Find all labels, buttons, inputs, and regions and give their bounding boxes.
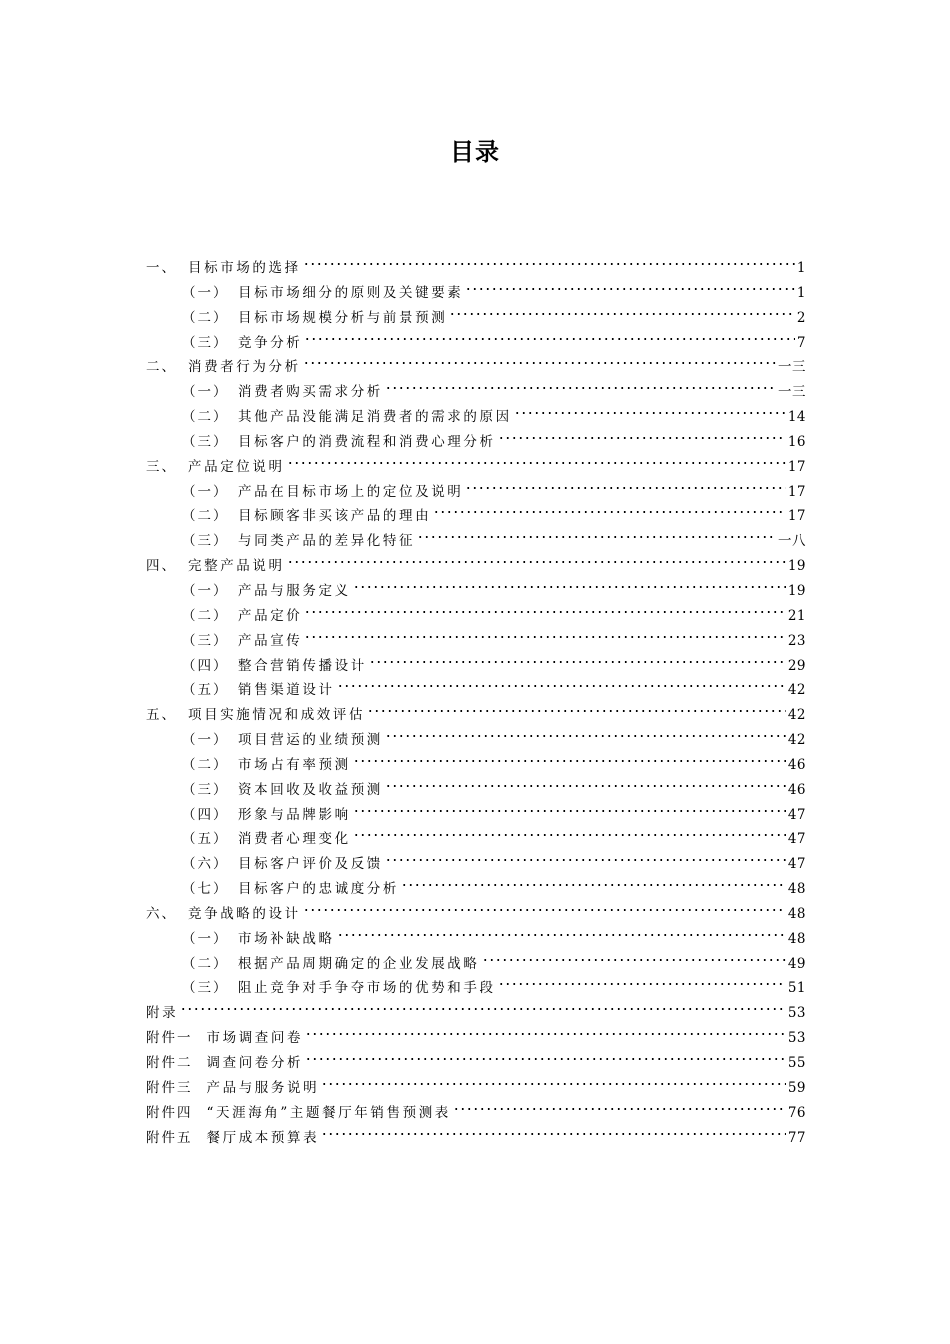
toc-entry-number: 附件五 (146, 1129, 193, 1146)
toc-entry-page-number: 1 (796, 284, 806, 301)
dot-leader (303, 259, 795, 269)
toc-entry-page-number: 42 (787, 682, 806, 699)
toc-entry-page-number: 47 (787, 856, 806, 873)
toc-entry-title: 目标市场规模分析与前景预测 (238, 309, 448, 326)
toc-entry-title: 项目实施情况和成效评估 (188, 707, 366, 724)
toc-entry[interactable] (146, 579, 806, 604)
toc-entry-number: （一） (182, 384, 229, 401)
toc-entry-number: 附件二 (146, 1055, 193, 1071)
toc-entry-number: （五） (182, 831, 229, 848)
toc-entry-title: 整合营销传播设计 (238, 657, 367, 674)
toc-entry-page-number: 48 (787, 930, 806, 947)
toc-entry-page-number: 76 (787, 1104, 806, 1121)
toc-entry-number: （三） (182, 334, 229, 351)
toc-entry-title: 目标顾客非买该产品的理由 (238, 508, 432, 525)
toc-entry-number: 二、 (146, 359, 177, 376)
toc-entry[interactable] (146, 430, 806, 455)
toc-entry-title: 与同类产品的差异化特征 (238, 533, 416, 550)
toc-entry-number: （二） (182, 607, 229, 624)
toc-entry-page-number: 55 (787, 1055, 806, 1071)
toc-entry[interactable] (146, 405, 806, 430)
toc-entry-page-number: 21 (787, 607, 806, 624)
dot-leader (449, 309, 795, 319)
toc-entry-title: 形象与品牌影响 (238, 806, 351, 823)
toc-entry-number: （七） (182, 881, 229, 898)
toc-entry-number: （三） (182, 781, 229, 798)
toc-entry-title: 完整产品说明 (188, 558, 285, 575)
toc-entry-page-number: 16 (787, 433, 806, 450)
dot-leader (353, 806, 786, 816)
toc-entry-page-number: 23 (787, 632, 806, 649)
toc-entry-number: （一） (182, 930, 229, 947)
toc-entry[interactable] (146, 1076, 806, 1101)
toc-entry-page-number: 1 (796, 260, 806, 276)
toc-entry-number: 附件三 (146, 1079, 193, 1096)
dot-leader (353, 582, 786, 592)
toc-entry[interactable] (146, 976, 806, 1001)
toc-entry-title: “天涯海角”主题餐厅年销售预测表 (206, 1104, 451, 1121)
dot-leader (305, 1029, 786, 1039)
toc-entry-page-number: 59 (787, 1079, 806, 1096)
toc-entry-title: 调查问卷分析 (206, 1055, 304, 1071)
toc-entry-page-number: 49 (787, 955, 806, 972)
dot-leader (304, 334, 795, 344)
toc-entry-title: 资本回收及收益预测 (238, 781, 383, 798)
toc-entry-title: 产品宣传 (238, 632, 303, 649)
dot-leader (303, 358, 776, 368)
toc-entry-title: 竞争战略的设计 (188, 905, 301, 922)
toc-entry-number: 附件四 (146, 1104, 193, 1121)
dot-leader (498, 979, 786, 989)
dot-leader (514, 408, 786, 418)
toc-entry-title: 产品在目标市场上的定位及说明 (238, 483, 464, 500)
toc-entry[interactable] (146, 554, 806, 579)
dot-leader (305, 1054, 786, 1064)
dot-leader (417, 532, 776, 542)
dot-leader (385, 383, 776, 393)
dot-leader (401, 880, 786, 890)
toc-entry-page-number: 42 (787, 732, 806, 749)
toc-entry-number: （六） (182, 856, 229, 873)
toc-entry-title: 阻止竞争对手争夺市场的优势和手段 (238, 980, 496, 997)
toc-title: 目录 (450, 138, 500, 166)
dot-leader (465, 483, 785, 493)
dot-leader (353, 756, 786, 766)
toc-entry-title: 消费者购买需求分析 (238, 384, 383, 401)
toc-entry[interactable] (146, 1051, 806, 1076)
dot-leader (304, 632, 785, 642)
toc-list (146, 256, 806, 1150)
toc-entry[interactable] (146, 480, 806, 505)
toc-entry-title: 附录 (146, 1005, 179, 1022)
dot-leader (498, 433, 786, 443)
toc-entry-number: （一） (182, 284, 229, 301)
toc-entry-number: 一、 (146, 260, 177, 276)
toc-entry-title: 消费者心理变化 (238, 831, 351, 848)
toc-entry-title: 目标客户评价及反馈 (238, 856, 383, 873)
toc-entry[interactable] (146, 604, 806, 629)
toc-entry-title: 市场调查问卷 (206, 1030, 304, 1047)
toc-entry[interactable] (146, 629, 806, 654)
dot-leader (180, 1004, 786, 1014)
toc-entry[interactable] (146, 281, 806, 306)
toc-entry-title: 目标客户的消费流程和消费心理分析 (238, 433, 496, 450)
dot-leader (385, 781, 786, 791)
toc-entry-page-number: 2 (796, 309, 806, 326)
toc-entry-title: 消费者行为分析 (188, 359, 301, 376)
toc-entry-title: 产品与服务定义 (238, 582, 351, 599)
toc-entry-page-number: 46 (787, 756, 806, 773)
toc-entry-number: （三） (182, 433, 229, 450)
toc-entry[interactable] (146, 927, 806, 952)
toc-entry[interactable] (146, 1001, 806, 1026)
toc-entry-number: （四） (182, 806, 229, 823)
toc-entry[interactable] (146, 504, 806, 529)
toc-entry-title: 产品与服务说明 (206, 1079, 320, 1096)
toc-entry-number: （二） (182, 409, 229, 426)
toc-entry-title: 目标市场细分的原则及关键要素 (238, 284, 464, 301)
toc-entry-page-number: 53 (787, 1005, 806, 1022)
toc-entry-number: （一） (182, 483, 229, 500)
toc-entry-title: 项目营运的业绩预测 (238, 732, 383, 749)
toc-entry-title: 市场占有率预测 (238, 756, 351, 773)
toc-entry-number: （五） (182, 682, 229, 699)
toc-entry-title: 目标客户的忠诚度分析 (238, 881, 399, 898)
dot-leader (465, 284, 795, 294)
toc-entry[interactable] (146, 1126, 806, 1151)
toc-entry-number: （三） (182, 533, 229, 550)
toc-entry-title: 根据产品周期确定的企业发展战略 (238, 955, 480, 972)
toc-entry-page-number: 48 (787, 881, 806, 898)
toc-entry-page-number: 17 (787, 508, 806, 525)
toc-entry[interactable] (146, 1026, 806, 1051)
dot-leader (337, 681, 786, 691)
dot-leader (367, 706, 786, 716)
toc-entry[interactable] (146, 256, 806, 281)
toc-entry-number: （三） (182, 980, 229, 997)
toc-entry[interactable] (146, 455, 806, 480)
toc-entry-page-number: 29 (787, 657, 806, 674)
dot-leader (303, 905, 786, 915)
toc-entry-page-number: 19 (787, 558, 806, 575)
toc-entry[interactable] (146, 952, 806, 977)
toc-entry-title: 产品定位说明 (188, 458, 285, 475)
toc-entry-number: （一） (182, 732, 229, 749)
toc-entry-page-number: 53 (787, 1030, 806, 1047)
toc-entry[interactable] (146, 753, 806, 778)
toc-entry[interactable] (146, 827, 806, 852)
toc-entry-number: （二） (182, 508, 229, 525)
toc-entry[interactable] (146, 380, 806, 405)
toc-entry[interactable] (146, 902, 806, 927)
toc-entry-page-number: 17 (787, 458, 806, 475)
toc-entry-title: 餐厅成本预算表 (206, 1129, 320, 1146)
toc-entry-number: （二） (182, 756, 229, 773)
toc-entry-number: 五、 (146, 707, 177, 724)
toc-entry-title: 市场补缺战略 (238, 930, 335, 947)
toc-entry[interactable] (146, 654, 806, 679)
toc-entry-page-number: 46 (787, 781, 806, 798)
dot-leader (353, 830, 786, 840)
toc-entry-page-number: 一三 (778, 359, 806, 376)
toc-entry[interactable] (146, 728, 806, 753)
toc-entry[interactable] (146, 306, 806, 331)
dot-leader (321, 1079, 786, 1089)
toc-entry-page-number: 7 (796, 334, 806, 351)
toc-entry-page-number: 77 (787, 1129, 806, 1146)
toc-entry-number: （四） (182, 657, 229, 674)
dot-leader (304, 607, 785, 617)
toc-entry-page-number: 一三 (778, 384, 806, 401)
toc-entry-title: 产品定价 (238, 607, 303, 624)
dot-leader (321, 1129, 786, 1139)
toc-entry-page-number: 一八 (778, 533, 806, 550)
dot-leader (369, 657, 786, 667)
dot-leader (385, 855, 786, 865)
toc-entry-page-number: 48 (787, 905, 806, 922)
toc-entry-title: 目标市场的选择 (188, 260, 301, 276)
dot-leader (433, 507, 786, 517)
dot-leader (287, 458, 786, 468)
toc-entry[interactable] (146, 778, 806, 803)
toc-entry[interactable] (146, 331, 806, 356)
dot-leader (453, 1104, 786, 1114)
toc-entry-number: 三、 (146, 458, 177, 475)
toc-entry-title: 销售渠道设计 (238, 682, 335, 699)
dot-leader (337, 930, 786, 940)
dot-leader (482, 955, 786, 965)
toc-entry-page-number: 51 (787, 980, 806, 997)
toc-entry-page-number: 19 (787, 582, 806, 599)
toc-entry[interactable] (146, 852, 806, 877)
toc-entry[interactable] (146, 678, 806, 703)
toc-entry[interactable] (146, 355, 806, 380)
toc-entry-page-number: 42 (787, 707, 806, 724)
toc-entry-number: 附件一 (146, 1030, 193, 1047)
toc-entry[interactable] (146, 703, 806, 728)
toc-entry-page-number: 14 (787, 409, 806, 426)
toc-entry[interactable] (146, 1101, 806, 1126)
toc-entry-page-number: 47 (787, 831, 806, 848)
toc-entry-title: 竞争分析 (238, 334, 303, 351)
dot-leader (385, 731, 786, 741)
toc-entry-number: （二） (182, 955, 229, 972)
toc-entry-number: 四、 (146, 558, 177, 575)
toc-entry[interactable] (146, 529, 806, 554)
toc-entry-number: 六、 (146, 905, 177, 922)
toc-entry-number: （一） (182, 582, 229, 599)
toc-entry-title: 其他产品没能满足消费者的需求的原因 (238, 409, 512, 426)
toc-entry-page-number: 47 (787, 806, 806, 823)
toc-entry[interactable] (146, 877, 806, 902)
toc-entry[interactable] (146, 803, 806, 828)
toc-entry-number: （二） (182, 309, 229, 326)
dot-leader (287, 557, 786, 567)
toc-entry-page-number: 17 (787, 483, 806, 500)
toc-entry-number: （三） (182, 632, 229, 649)
